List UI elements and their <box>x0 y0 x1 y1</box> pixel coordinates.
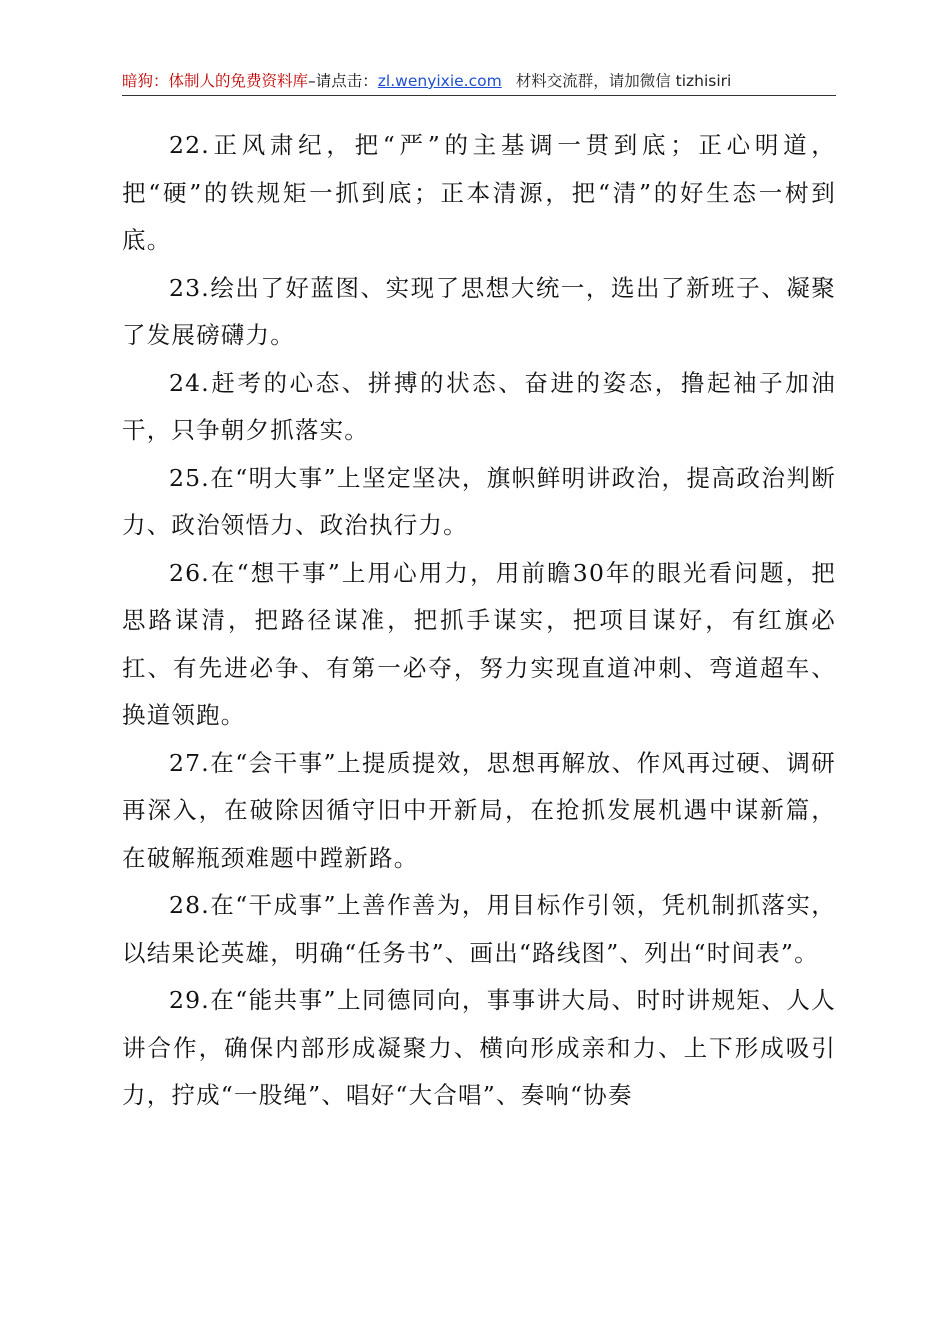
paragraph-22: 22.正风肃纪，把“严”的主基调一贯到底；正心明道，把“硬”的铁规矩一抓到底；正本清源，把“清”的好生态一树到底。 <box>122 131 836 254</box>
paragraph-23: 23.绘出了好蓝图、实现了思想大统一，选出了新班子、凝聚了发展磅礴力。 <box>122 273 836 349</box>
header-brand: 暗狗：体制人的免费资料库 <box>122 72 309 90</box>
paragraph-27: 27.在“会干事”上提质提效，思想再解放、作风再过硬、调研再深入，在破除因循守旧中开新局，在抢抓发展机遇中谋新篇，在破解瓶颈难题中蹚新路。 <box>122 748 836 872</box>
header-prompt: –请点击： <box>308 72 378 90</box>
page-header <box>122 70 836 94</box>
paragraph-24: 24.赶考的心态、拼搏的状态、奋进的姿态，撸起袖子加油干，只争朝夕抓落实。 <box>122 368 836 444</box>
paragraph-29: 29.在“能共事”上同德同向，事事讲大局、时时讲规矩、人人讲合作，确保内部形成凝聚力、横向形成亲和力、上下形成吸引力，拧成“一股绳”、唱好“大合唱”、奏响“协奏 <box>122 986 836 1109</box>
header-note: 材料交流群，请加微信 tizhisiri <box>515 72 732 90</box>
document-body <box>122 122 836 1120</box>
paragraph-25: 25.在“明大事”上坚定坚决，旗帜鲜明讲政治，提高政治判断力、政治领悟力、政治执行力。 <box>122 463 836 539</box>
header-link[interactable]: zl.wenyixie.com <box>377 72 502 90</box>
header-divider <box>122 95 836 96</box>
paragraph-28: 28.在“干成事”上善作善为，用目标作引领，凭机制抓落实，以结果论英雄，明确“任务书”、画出“路线图”、列出“时间表”。 <box>122 891 836 967</box>
paragraph-26: 26.在“想干事”上用心用力，用前瞻30年的眼光看问题，把思路谋清，把路径谋准，把抓手谋实，把项目谋好，有红旗必扛、有先进必争、有第一必夺，努力实现直道冲刺、弯道超车、换道领跑。 <box>122 558 836 729</box>
